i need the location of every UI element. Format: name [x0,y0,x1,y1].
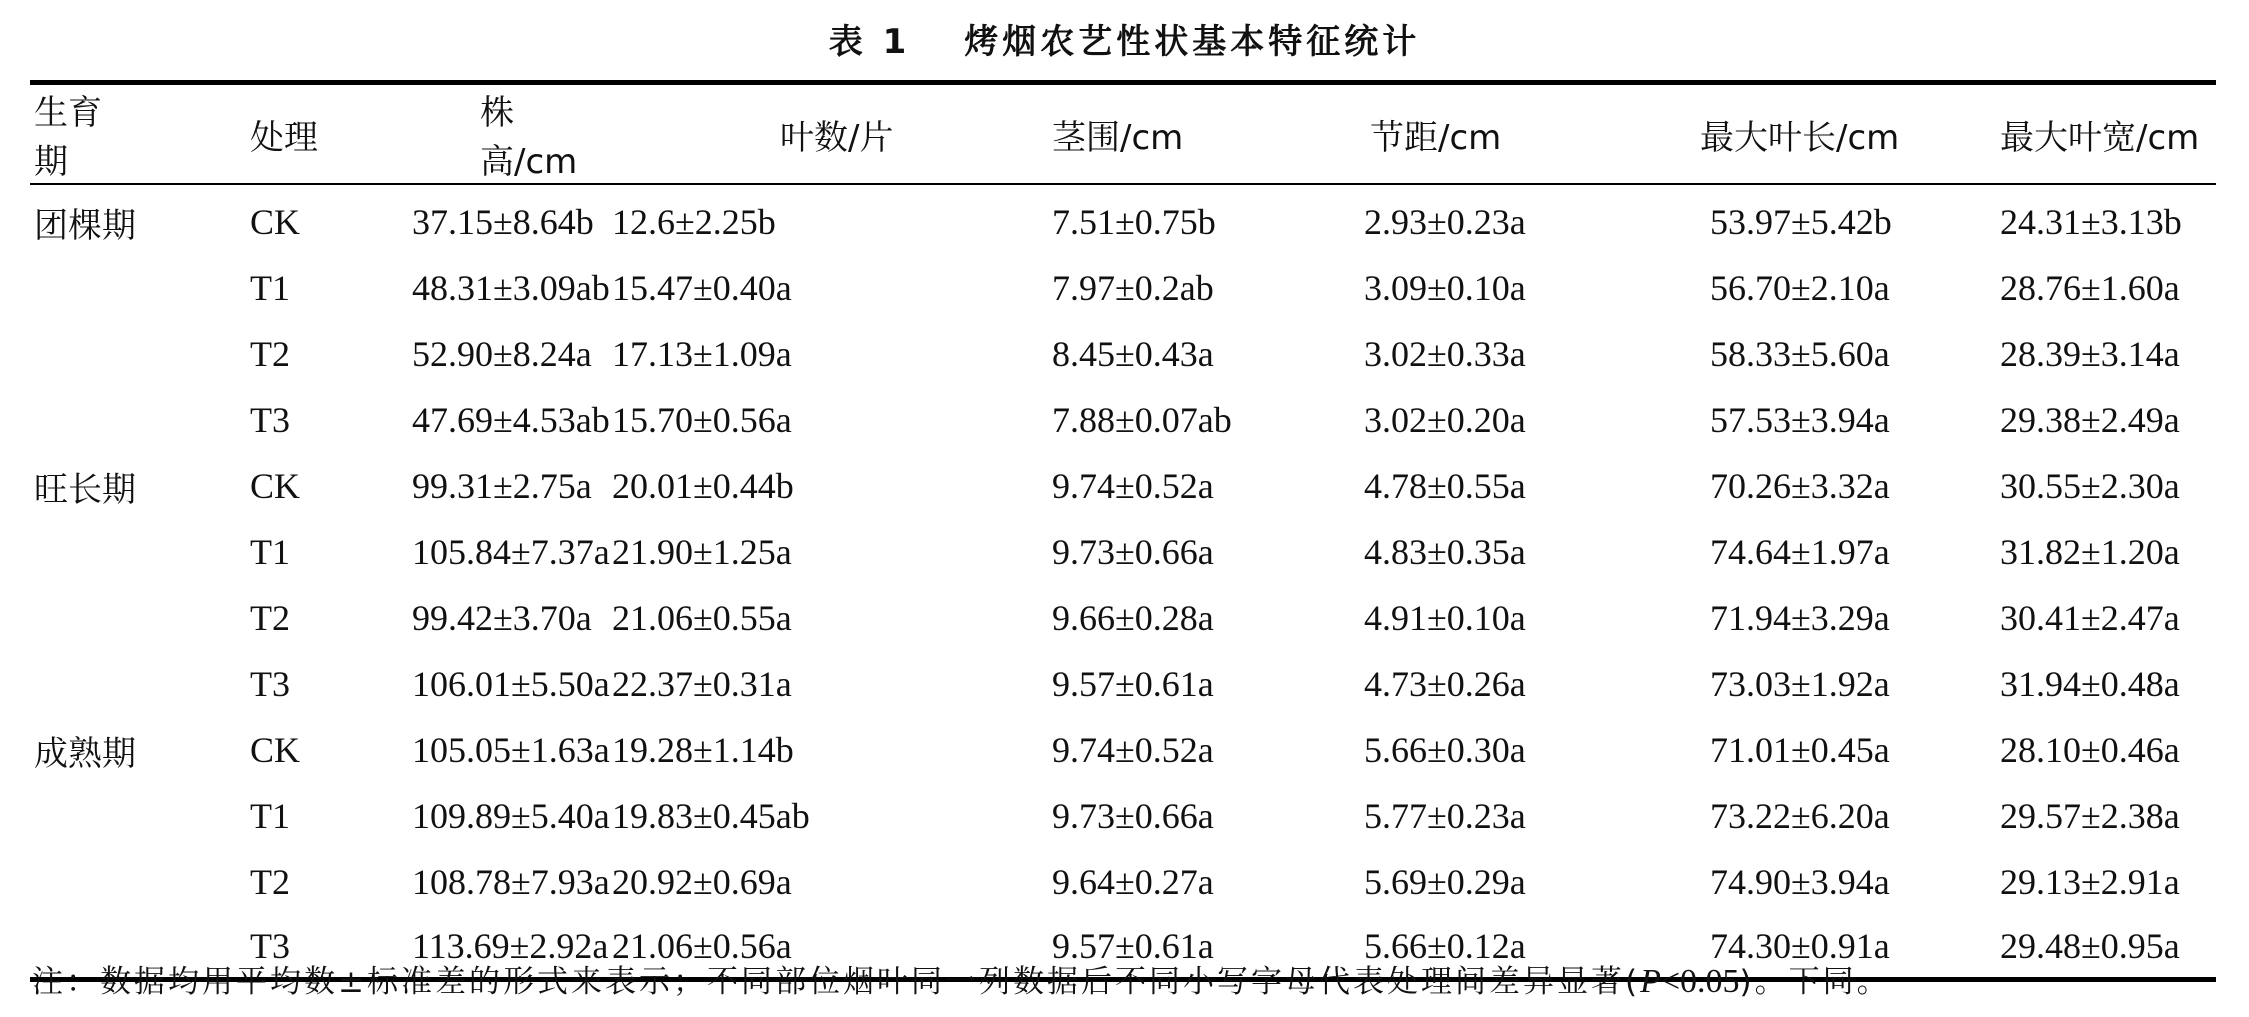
cell-plant-height: 106.01±5.50a [412,664,610,704]
cell-treatment: CK [250,202,301,242]
cell-plant-height: 113.69±2.92a [320,915,600,980]
table-row [30,519,2216,585]
cell-plant-height: 99.42±3.70a [412,598,592,638]
table-caption [0,18,2249,66]
cell-plant-height: 105.05±1.63a [412,730,610,770]
cell-leaf-count: 21.06±0.56a [600,915,920,980]
cell-stem-girth: 7.97±0.2ab [1052,268,1214,308]
cell-treatment: T1 [250,532,290,572]
cell-stage [30,519,130,585]
cell-max-leaf-length: 73.03±1.92a [1710,664,1890,704]
cell-stem-girth: 9.74±0.52a [1052,466,1214,506]
cell-stem-girth: 9.64±0.27a [1052,862,1214,902]
cell-treatment: T1 [250,796,290,836]
cell-max-leaf-width: 28.39±3.14a [2000,334,2180,374]
cell-internode: 3.02±0.20a [1364,400,1526,440]
cell-plant-height: 109.89±5.40a [412,796,610,836]
cell-treatment: CK [250,730,301,770]
note-suffix: )。下同。 [1739,964,1891,1000]
cell-treatment: T1 [250,268,290,308]
cell-plant-height: 105.84±7.37a [412,532,610,572]
header-stage: 生育期 [30,83,130,185]
cell-max-leaf-length: 71.01±0.45a [1710,730,1890,770]
cell-leaf-count: 19.83±0.45ab [612,796,810,836]
cell-plant-height: 52.90±8.24a [412,334,592,374]
cell-plant-height: 108.78±7.93a [412,862,610,902]
cell-stage [30,321,130,387]
cell-max-leaf-width: 31.82±1.20a [2000,532,2180,572]
cell-plant-height: 99.31±2.75a [412,466,592,506]
cell-max-leaf-width: 28.10±0.46a [2000,730,2180,770]
cell-max-leaf-length: 70.26±3.32a [1710,466,1890,506]
cell-max-leaf-length: 73.22±6.20a [1710,796,1890,836]
cell-treatment: CK [250,466,301,506]
cell-treatment: T2 [250,598,290,638]
cell-stage [30,849,130,915]
cell-max-leaf-width: 29.57±2.38a [2000,796,2180,836]
cell-internode: 4.78±0.55a [1364,466,1526,506]
table-row [30,651,2216,717]
cell-max-leaf-width: 29.48±0.95a [1900,915,2216,980]
cell-stem-girth: 9.73±0.66a [1052,532,1214,572]
cell-max-leaf-width: 24.31±3.13b [2000,202,2182,242]
cell-stage: 成熟期 [34,733,136,774]
header-internode: 节距/cm [1250,83,1590,185]
cell-leaf-count: 19.28±1.14b [612,730,794,770]
cell-leaf-count: 20.92±0.69a [612,862,792,902]
cell-max-leaf-length: 53.97±5.42b [1710,202,1892,242]
cell-internode: 2.93±0.23a [1364,202,1526,242]
cell-leaf-count: 20.01±0.44b [612,466,794,506]
header-treatment: 处理 [130,83,320,185]
cell-stem-girth: 7.88±0.07ab [1052,400,1232,440]
header-max-leaf-width: 最大叶宽/cm [1900,83,2216,185]
cell-max-leaf-length: 57.53±3.94a [1710,400,1890,440]
cell-treatment: T3 [130,915,320,980]
cell-stage [30,585,130,651]
cell-internode: 4.73±0.26a [1364,664,1526,704]
cell-treatment: T3 [250,400,290,440]
cell-max-leaf-length: 74.64±1.97a [1710,532,1890,572]
cell-internode: 3.09±0.10a [1364,268,1526,308]
note-prefix: 注：数据均用平均数±标准差的形式来表示；不同部位烟叶同一列数据后不同小写字母代表处理间差异显著( [32,964,1641,1000]
cell-stem-girth: 9.74±0.52a [1052,730,1214,770]
cell-treatment: T3 [250,664,290,704]
header-max-leaf-length: 最大叶长/cm [1590,83,1900,185]
header-stem-girth: 茎围/cm [920,83,1250,185]
cell-stem-girth: 7.51±0.75b [1052,202,1216,242]
cell-stem-girth: 8.45±0.43a [1052,334,1214,374]
table-row [30,321,2216,387]
note-p-value: <0.05 [1660,963,1740,1000]
cell-stage: 旺长期 [34,469,136,510]
cell-stage [30,651,130,717]
cell-stem-girth: 9.57±0.61a [1052,664,1214,704]
cell-max-leaf-width: 30.55±2.30a [2000,466,2180,506]
cell-max-leaf-width: 31.94±0.48a [2000,664,2180,704]
cell-leaf-count: 21.90±1.25a [612,532,792,572]
table-row [30,717,2216,783]
table-row [30,783,2216,849]
cell-max-leaf-length: 58.33±5.60a [1710,334,1890,374]
table-row [30,585,2216,651]
header-leaf-count: 叶数/片 [600,83,920,185]
cell-leaf-count: 21.06±0.55a [612,598,792,638]
header-plant-height: 株高/cm [320,83,600,185]
data-table-container [30,80,2216,982]
cell-plant-height: 37.15±8.64b [412,202,594,242]
table-row [30,255,2216,321]
cell-stage: 团棵期 [34,205,136,246]
cell-plant-height: 48.31±3.09ab [412,268,610,308]
cell-internode: 3.02±0.33a [1364,334,1526,374]
cell-plant-height: 47.69±4.53ab [412,400,610,440]
cell-leaf-count: 17.13±1.09a [612,334,792,374]
cell-max-leaf-length: 74.30±0.91a [1590,915,1900,980]
cell-internode: 4.83±0.35a [1364,532,1526,572]
cell-leaf-count: 22.37±0.31a [612,664,792,704]
cell-internode: 5.69±0.29a [1364,862,1526,902]
cell-stem-girth: 9.73±0.66a [1052,796,1214,836]
cell-internode: 5.66±0.12a [1250,915,1590,980]
data-table [30,80,2216,982]
cell-leaf-count: 15.47±0.40a [612,268,792,308]
cell-stem-girth: 9.57±0.61a [920,915,1250,980]
cell-max-leaf-length: 71.94±3.29a [1710,598,1890,638]
table-note [32,960,1891,1004]
cell-internode: 4.91±0.10a [1364,598,1526,638]
cell-max-leaf-length: 74.90±3.94a [1710,862,1890,902]
table-caption-title: 烤烟农艺性状基本特征统计 [964,22,1421,62]
cell-leaf-count: 15.70±0.56a [612,400,792,440]
cell-treatment: T2 [250,334,290,374]
cell-treatment: T2 [250,862,290,902]
cell-max-leaf-width: 29.38±2.49a [2000,400,2180,440]
cell-stage [30,783,130,849]
table-body [30,184,2216,980]
table-row [30,453,2216,519]
table-row [30,387,2216,453]
cell-max-leaf-width: 30.41±2.47a [2000,598,2180,638]
cell-internode: 5.66±0.30a [1364,730,1526,770]
table-row [30,184,2216,255]
cell-stage [30,387,130,453]
table-caption-label: 表 1 [828,22,911,62]
cell-max-leaf-width: 29.13±2.91a [2000,862,2180,902]
cell-max-leaf-length: 56.70±2.10a [1710,268,1890,308]
cell-stage [30,255,130,321]
cell-internode: 5.77±0.23a [1364,796,1526,836]
cell-leaf-count: 12.6±2.25b [612,202,776,242]
cell-max-leaf-width: 28.76±1.60a [2000,268,2180,308]
table-row [30,849,2216,915]
cell-stem-girth: 9.66±0.28a [1052,598,1214,638]
note-p-symbol: P [1640,963,1661,1000]
table-header-row [30,83,2216,185]
